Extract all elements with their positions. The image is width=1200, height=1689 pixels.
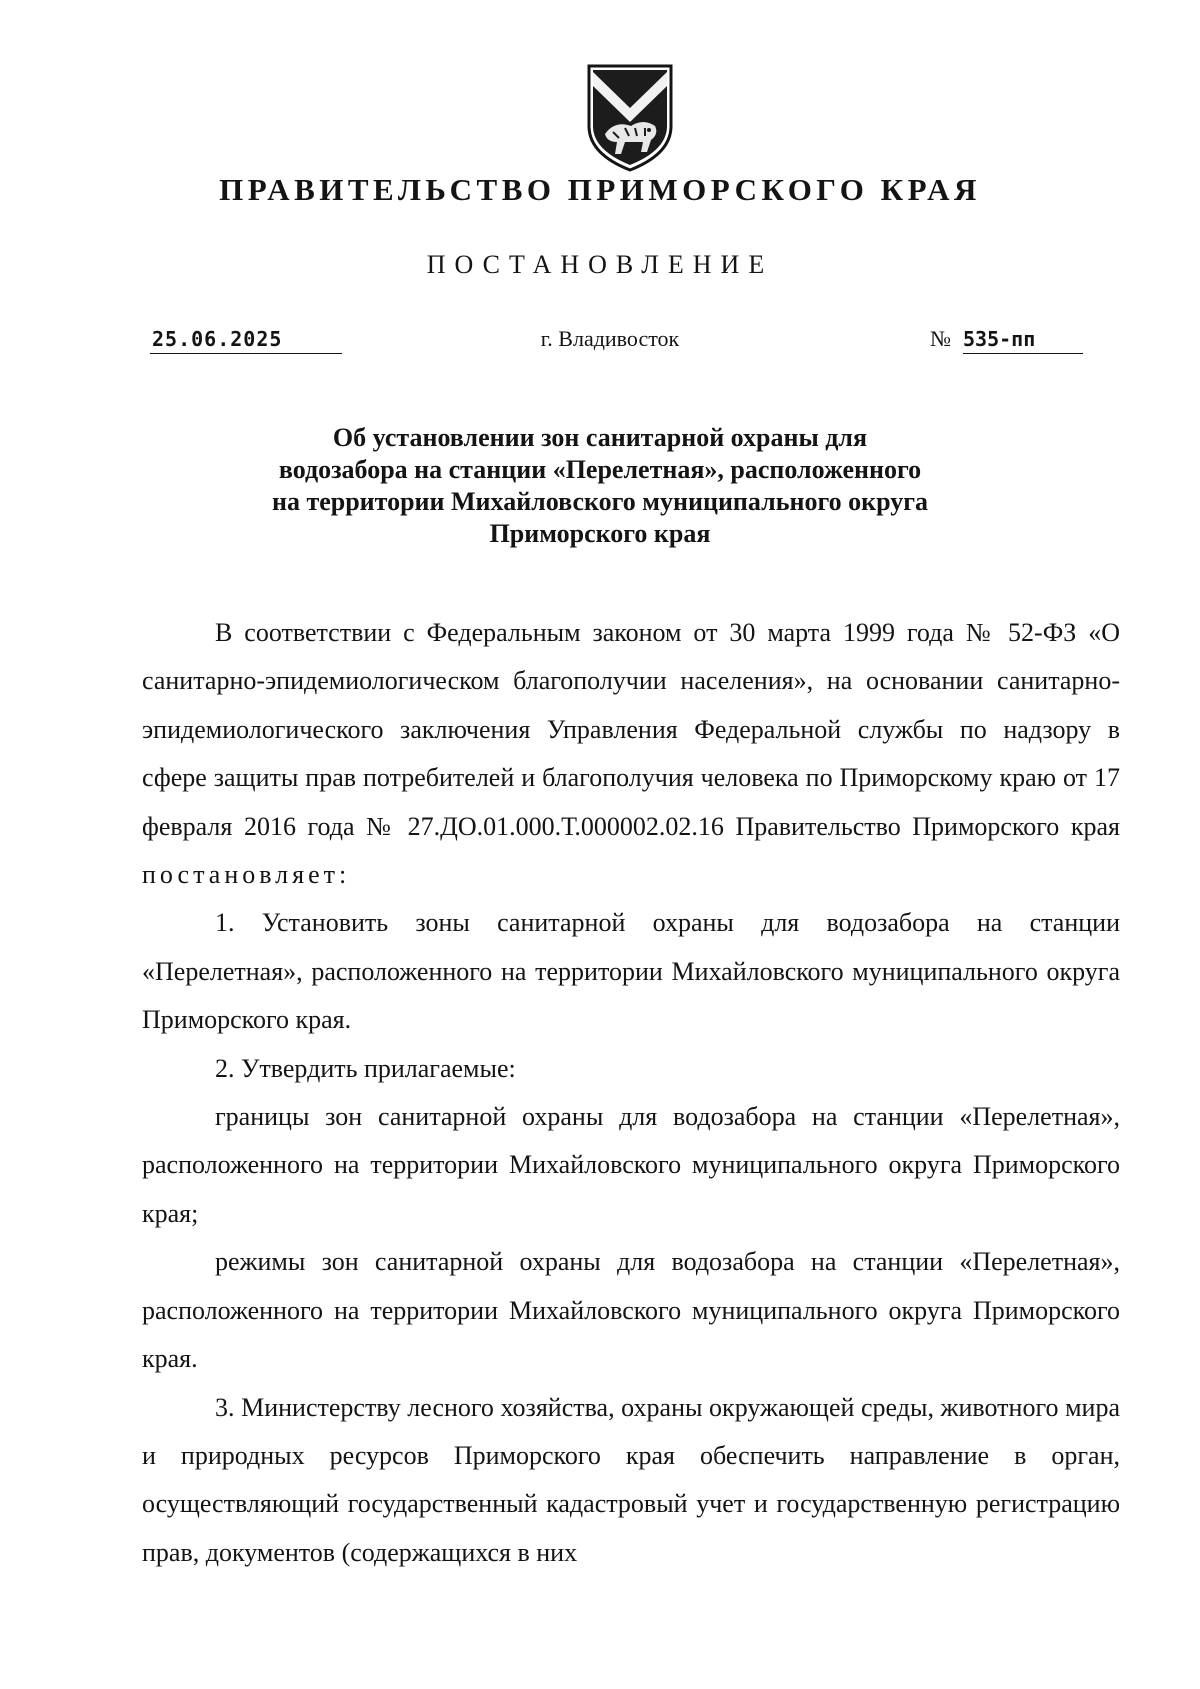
preamble-colon: : (339, 860, 347, 890)
preamble-paragraph (142, 609, 1120, 899)
document-number-value: 535-пп (963, 325, 1083, 354)
clause-2-item-regimes: режимы зон санитарной охраны для водозабора на станции «Перелетная», расположенного на территории Михайловского муниципального округа Приморского края. (142, 1247, 1120, 1374)
title-line: водозабора на станции «Перелетная», расположенного (278, 455, 922, 484)
clause-1-paragraph: 1. Установить зоны санитарной охраны для водозабора на станции «Перелетная», расположенного на территории Михайловского муниципального округа Приморского края. (142, 908, 1120, 1035)
clause-2-item-boundaries: границы зон санитарной охраны для водозабора на станции «Перелетная», расположенного на территории Михайловского муниципального округа Приморского края; (142, 1102, 1120, 1228)
primorsky-krai-coat-of-arms-icon (585, 62, 675, 174)
document-city: г. Владивосток (540, 326, 680, 351)
clause-2-paragraph: 2. Утвердить прилагаемые: (215, 1053, 516, 1083)
document-number (930, 325, 1083, 354)
preamble-text: В соответствии с Федеральным законом от 30 марта 1999 года № 52-ФЗ «О санитарно-эпидемиологическом благополучии населения», на основании санитарно-эпидемиологического заключения Управления Федеральной службы по надзору в сфере защиты прав потребителей и благополучия человека по Приморскому краю от 17 февраля 2016 года № 27.ДО.01.000.Т.000002.02.16 Правительство Приморского края (142, 618, 1120, 841)
resolves-word: постановляет (142, 860, 340, 890)
document-body (142, 609, 1120, 1577)
document-number-label: № (930, 326, 951, 351)
document-date: 25.06.2025 (150, 325, 342, 354)
document-title (0, 422, 1200, 550)
organization-name: ПРАВИТЕЛЬСТВО ПРИМОРСКОГО КРАЯ (219, 172, 981, 207)
clause-3-paragraph: 3. Министерству лесного хозяйства, охраны окружающей среды, животного мира и природных ресурсов Приморского края обеспечить направление в орган, осуществляющий государственный кадастровый учет и государственную регистрацию прав, документов (содержащихся в них (142, 1392, 1120, 1567)
title-line: Об установлении зон санитарной охраны для (332, 423, 868, 452)
title-line: на территории Михайловского муниципального округа (271, 487, 929, 516)
title-line: Приморского края (489, 519, 711, 548)
document-type: ПОСТАНОВЛЕНИЕ (426, 250, 774, 279)
